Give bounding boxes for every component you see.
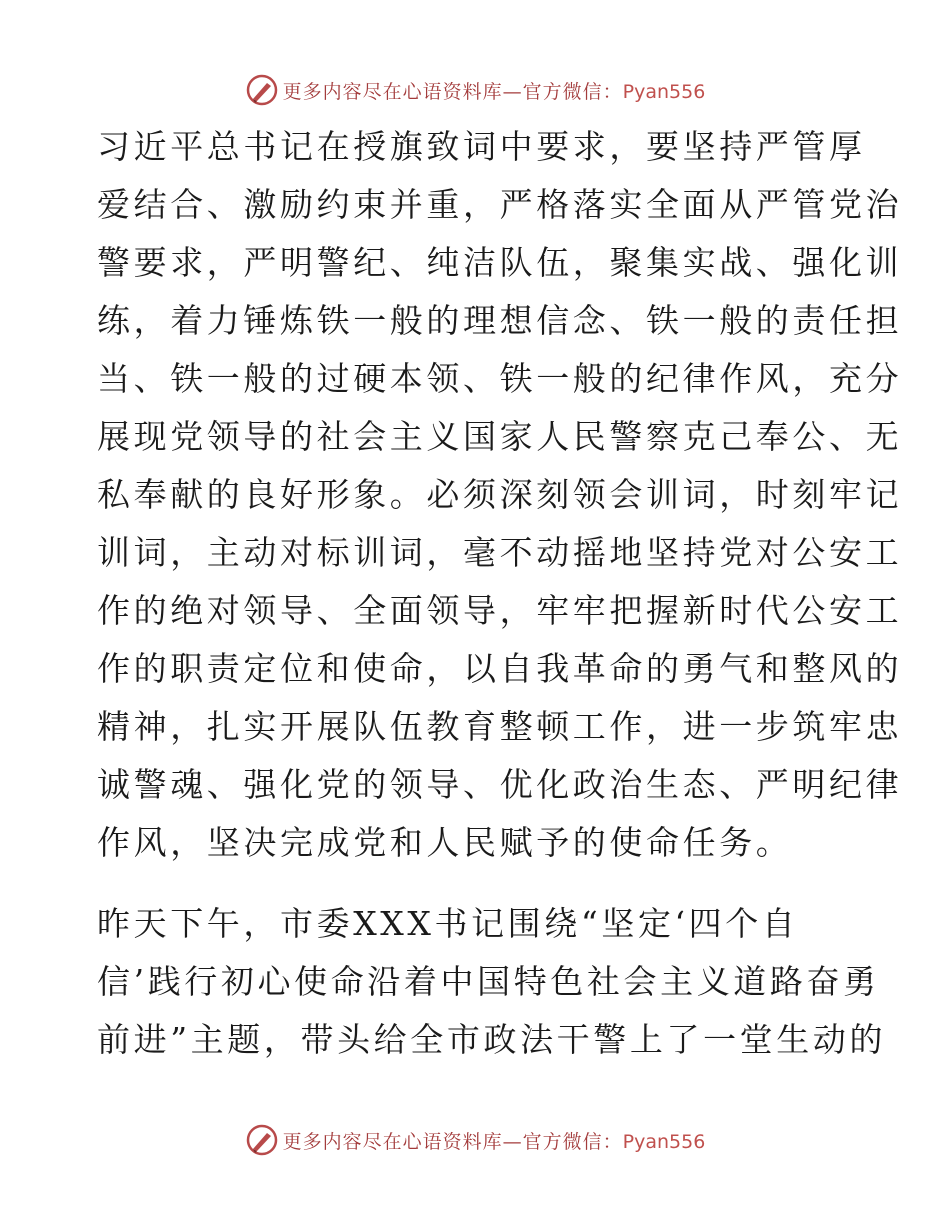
text-line: 前进”主题，带头给全市政法干警上了一堂生动的 [97,1020,887,1059]
text-line: 昨天下午，市委XXX书记围绕“坚定‘四个自 [97,904,799,943]
text-line: 信’践行初心使命沿着中国特色社会主义道路奋勇 [97,962,880,1001]
text-line: 诚警魂、强化党的领导、优化政治生态、严明纪律 [97,765,903,804]
text-line: 当、铁一般的过硬本领、铁一般的纪律作风，充分 [97,359,903,398]
paragraph-1 [97,118,903,872]
text-line: 展现党领导的社会主义国家人民警察克己奉公、无 [97,417,903,456]
text-line: 警要求，严明警纪、纯洁队伍，聚集实战、强化训 [97,243,903,282]
text-line: 作的职责定位和使命，以自我革命的勇气和整风的 [97,649,903,688]
footer-watermark [0,1120,950,1160]
footer-watermark-text: 更多内容尽在心语资料库—官方微信：Pyan556 [282,1130,706,1153]
pen-circle-logo-icon [245,1123,279,1157]
text-line: 习近平总书记在授旗致词中要求，要坚持严管厚 [97,127,866,166]
header-watermark [0,70,950,110]
paragraph-2 [97,895,887,1069]
text-line: 私奉献的良好形象。必须深刻领会训词，时刻牢记 [97,475,903,514]
text-line: 作风，坚决完成党和人民赋予的使命任务。 [97,823,793,862]
text-line: 爱结合、激励约束并重，严格落实全面从严管党治 [97,185,903,224]
text-line: 训词，主动对标训词，毫不动摇地坚持党对公安工 [97,533,903,572]
pen-circle-logo-icon [245,73,279,107]
wechat-id: Pyan556 [622,80,706,103]
text-line: 精神，扎实开展队伍教育整顿工作，进一步筑牢忠 [97,707,903,746]
text-line: 作的绝对领导、全面领导，牢牢把握新时代公安工 [97,591,903,630]
header-watermark-text: 更多内容尽在心语资料库—官方微信：Pyan556 [282,80,706,103]
text-line: 练，着力锤炼铁一般的理想信念、铁一般的责任担 [97,301,903,340]
wechat-id: Pyan556 [622,1130,706,1153]
